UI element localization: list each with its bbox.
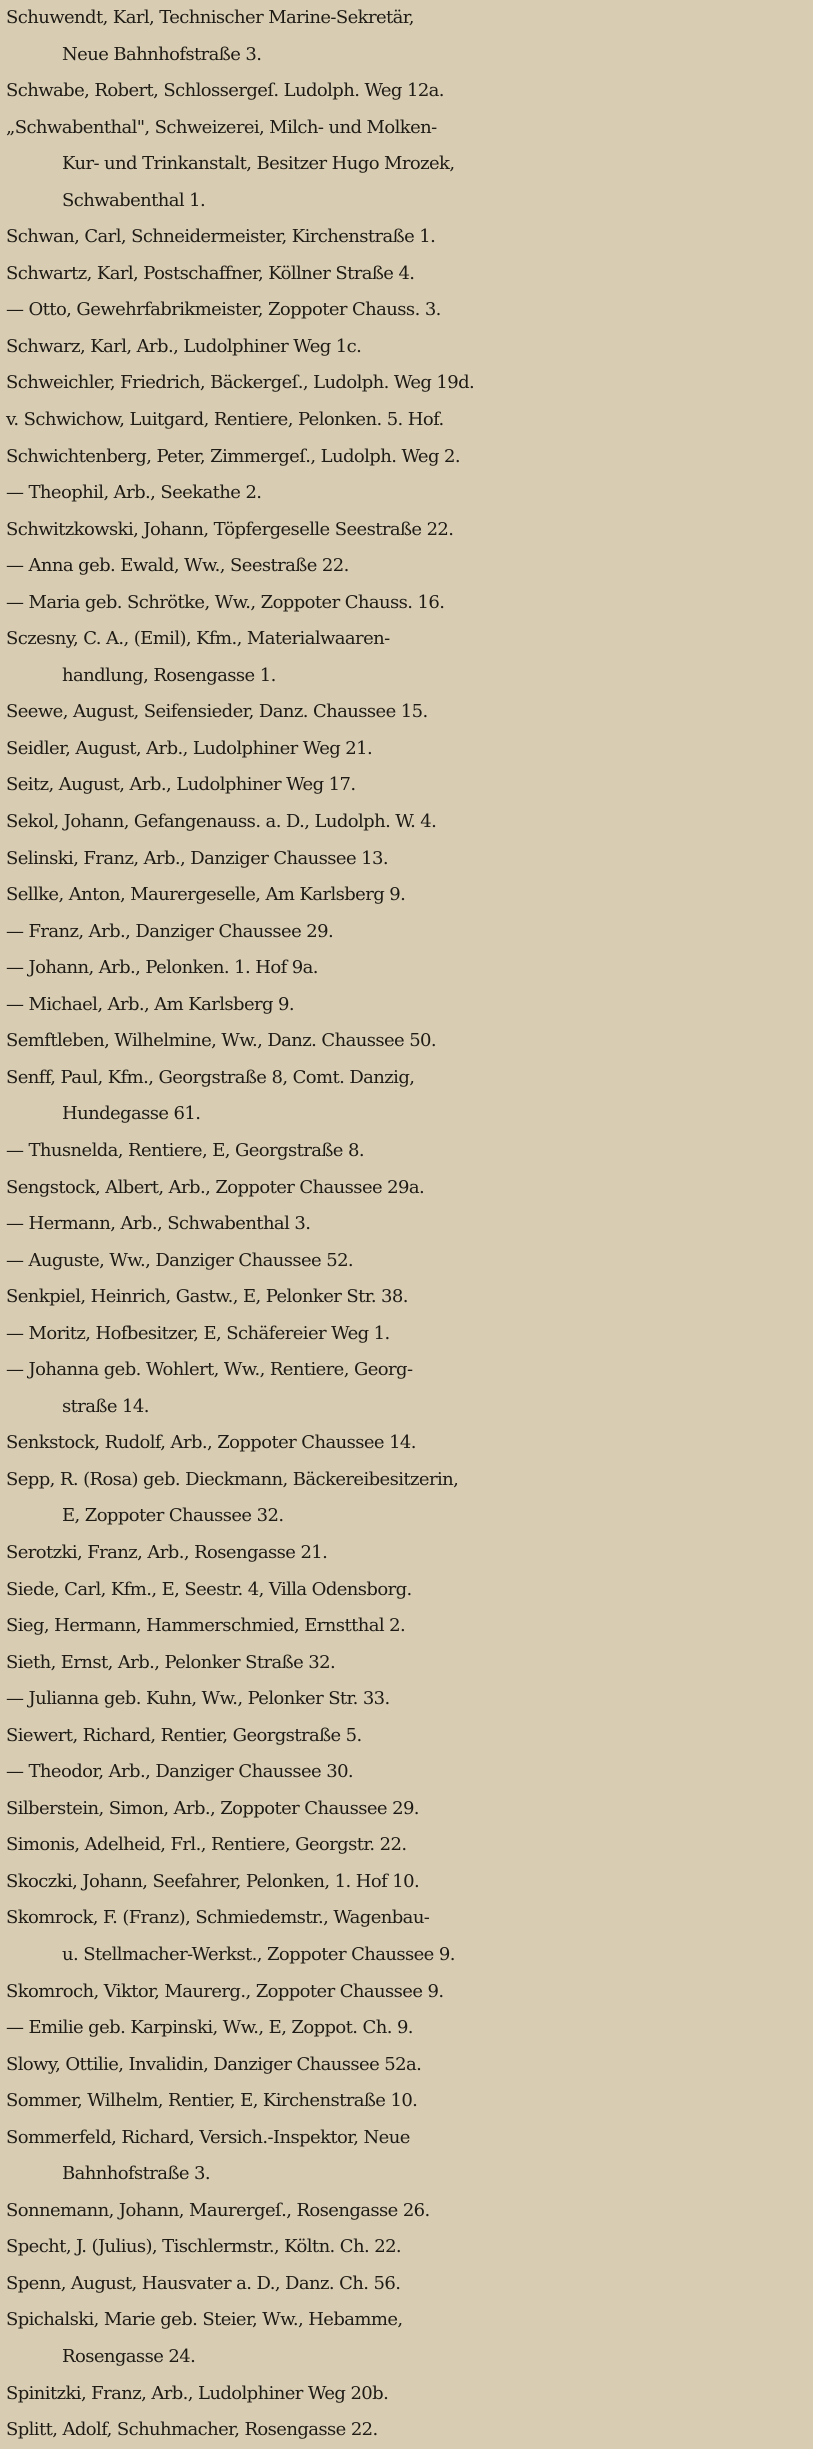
entry-line: Slowy, Ottilie, Invalidin, Danziger Chaussee 52a. <box>6 2053 422 2075</box>
directory-entry <box>6 512 813 549</box>
entry-continuation-line: E, Zoppoter Chaussee 32. <box>62 1505 284 1527</box>
directory-entry <box>6 877 813 914</box>
entry-line: Sczesny, C. A., (Emil), Kfm., Materialwaaren- <box>6 628 390 650</box>
directory-entry <box>6 1681 813 1718</box>
entry-line: Siewert, Richard, Rentier, Georgstraße 5. <box>6 1724 362 1746</box>
directory-entry <box>6 767 813 804</box>
directory-entry <box>6 1974 813 2011</box>
entry-continuation-line: Hundegasse 61. <box>62 1103 201 1125</box>
directory-entry <box>6 2266 813 2303</box>
directory-entry <box>6 219 813 256</box>
entry-continuation-line: straße 14. <box>62 1395 149 1417</box>
entry-line: Simonis, Adelheid, Frl., Rentiere, Georgstr. 22. <box>6 1834 407 1856</box>
directory-entry <box>6 1535 813 1572</box>
entry-line: — Maria geb. Schrötke, Ww., Zoppoter Chauss. 16. <box>6 591 445 613</box>
directory-entry <box>6 2010 813 2047</box>
directory-entry <box>6 1827 813 1864</box>
directory-entry <box>6 841 813 878</box>
entry-line: Splitt, Adolf, Schuhmacher, Rosengasse 22. <box>6 2419 378 2441</box>
entry-line: — Julianna geb. Kuhn, Ww., Pelonker Str. 33. <box>6 1688 390 1710</box>
entry-line: Seewe, August, Seifensieder, Danz. Chaussee 15. <box>6 701 428 723</box>
directory-entry <box>6 2376 813 2413</box>
entry-line: Seitz, August, Arb., Ludolphiner Weg 17. <box>6 774 356 796</box>
entry-line: Skomroch, Viktor, Maurerg., Zoppoter Chaussee 9. <box>6 1980 444 2002</box>
directory-entry <box>6 2120 813 2193</box>
directory-entry <box>6 2083 813 2120</box>
entry-line: Sommerfeld, Richard, Versich.-Inspektor, Neue <box>6 2126 410 2148</box>
entry-line: v. Schwichow, Luitgard, Rentiere, Pelonken. 5. Hof. <box>6 409 444 431</box>
directory-entry <box>6 73 813 110</box>
entry-line: — Johann, Arb., Pelonken. 1. Hof 9a. <box>6 957 318 979</box>
directory-entry <box>6 1754 813 1791</box>
directory-entry <box>6 475 813 512</box>
entry-line: Schwabe, Robert, Schlossergeſ. Ludolph. Weg 12a. <box>6 80 444 102</box>
entry-continuation-line: Rosengasse 24. <box>62 2346 196 2367</box>
directory-entry <box>6 1316 813 1353</box>
entry-line: „Schwabenthal", Schweizerei, Milch- und Molken- <box>6 116 437 138</box>
entry-continuation-line: u. Stellmacher-Werkst., Zoppoter Chaussee 9. <box>62 1943 455 1965</box>
entry-line: Seidler, August, Arb., Ludolphiner Weg 21. <box>6 737 373 759</box>
directory-entry <box>6 914 813 951</box>
directory-entry <box>6 1279 813 1316</box>
directory-entry <box>6 1900 813 1973</box>
entry-line: Spinitzki, Franz, Arb., Ludolphiner Weg 20b. <box>6 2382 389 2404</box>
entry-line: — Emilie geb. Karpinski, Ww., E, Zoppot. Ch. 9. <box>6 2017 413 2039</box>
directory-entry <box>6 1572 813 1609</box>
directory-entry <box>6 548 813 585</box>
directory-entry <box>6 731 813 768</box>
directory-entry <box>6 621 813 694</box>
entry-continuation-line: handlung, Rosengasse 1. <box>62 664 276 686</box>
entry-line: — Otto, Gewehrfabrikmeister, Zoppoter Chauss. 3. <box>6 299 441 321</box>
directory-entry <box>6 1170 813 1207</box>
entry-line: — Anna geb. Ewald, Ww., Seestraße 22. <box>6 555 349 577</box>
directory-entry <box>6 987 813 1024</box>
entry-line: Specht, J. (Julius), Tischlermstr., Költn. Ch. 22. <box>6 2236 402 2258</box>
directory-entry <box>6 1608 813 1645</box>
entry-line: Sieth, Ernst, Arb., Pelonker Straße 32. <box>6 1651 336 1673</box>
directory-entry <box>6 1718 813 1755</box>
entry-line: — Auguste, Ww., Danziger Chaussee 52. <box>6 1249 354 1271</box>
directory-entry <box>6 110 813 220</box>
directory-entry <box>6 1206 813 1243</box>
directory-entry <box>6 2193 813 2230</box>
entry-line: Sekol, Johann, Gefangenauss. a. D., Ludolph. W. 4. <box>6 811 437 833</box>
entry-line: Schwichtenberg, Peter, Zimmergeſ., Ludolph. Weg 2. <box>6 445 460 467</box>
directory-entry <box>6 2302 813 2375</box>
entry-line: Schwartz, Karl, Postschaffner, Köllner Straße 4. <box>6 262 415 284</box>
directory-entry <box>6 0 813 73</box>
entry-line: — Thusnelda, Rentiere, E, Georgstraße 8. <box>6 1139 364 1161</box>
directory-entry <box>6 950 813 987</box>
entry-line: Senff, Paul, Kfm., Georgstraße 8, Comt. Danzig, <box>6 1066 415 1088</box>
entry-line: Schwan, Carl, Schneidermeister, Kirchenstraße 1. <box>6 226 436 248</box>
entry-line: Schweichler, Friedrich, Bäckergeſ., Ludolph. Weg 19d. <box>6 372 475 394</box>
entry-line: — Moritz, Hofbesitzer, E, Schäfereier Weg 1. <box>6 1322 390 1344</box>
entry-line: Sieg, Hermann, Hammerschmied, Ernstthal 2. <box>6 1615 406 1637</box>
entry-line: Schwarz, Karl, Arb., Ludolphiner Weg 1c. <box>6 335 362 357</box>
directory-entry <box>6 804 813 841</box>
entry-line: Serotzki, Franz, Arb., Rosengasse 21. <box>6 1541 328 1563</box>
entry-line: Sengstock, Albert, Arb., Zoppoter Chaussee 29a. <box>6 1176 425 1198</box>
entry-line: Schuwendt, Karl, Technischer Marine-Sekretär, <box>6 7 414 28</box>
directory-entry <box>6 292 813 329</box>
directory-entry <box>6 694 813 731</box>
entry-line: Selinski, Franz, Arb., Danziger Chaussee 13. <box>6 847 388 869</box>
entry-line: — Theodor, Arb., Danziger Chaussee 30. <box>6 1761 354 1783</box>
entry-line: Senkpiel, Heinrich, Gastw., E, Pelonker Str. 38. <box>6 1286 408 1308</box>
entry-line: Spenn, August, Hausvater a. D., Danz. Ch. 56. <box>6 2272 401 2294</box>
entry-line: Sonnemann, Johann, Maurergeſ., Rosengasse 26. <box>6 2199 430 2221</box>
directory-entries <box>6 0 813 2449</box>
directory-entry <box>6 1133 813 1170</box>
directory-entry <box>6 256 813 293</box>
directory-entry <box>6 2047 813 2084</box>
entry-line: Senkstock, Rudolf, Arb., Zoppoter Chaussee 14. <box>6 1432 416 1454</box>
entry-line: — Hermann, Arb., Schwabenthal 3. <box>6 1213 311 1235</box>
entry-line: Silberstein, Simon, Arb., Zoppoter Chaussee 29. <box>6 1797 419 1819</box>
entry-continuation-line: Schwabenthal 1. <box>62 189 206 211</box>
directory-entry <box>6 439 813 476</box>
directory-entry <box>6 1023 813 1060</box>
directory-entry <box>6 329 813 366</box>
entry-continuation-line: Bahnhofstraße 3. <box>62 2163 211 2185</box>
entry-line: Schwitzkowski, Johann, Töpfergeselle Seestraße 22. <box>6 518 454 540</box>
directory-entry <box>6 2412 813 2449</box>
entry-line: Sommer, Wilhelm, Rentier, E, Kirchenstraße 10. <box>6 2090 418 2112</box>
entry-line: — Theophil, Arb., Seekathe 2. <box>6 482 262 504</box>
directory-entry <box>6 402 813 439</box>
directory-entry <box>6 365 813 402</box>
directory-entry <box>6 1425 813 1462</box>
directory-entry <box>6 1864 813 1901</box>
entry-continuation-line: Neue Bahnhofstraße 3. <box>62 43 262 65</box>
entry-continuation-line: Kur- und Trinkanstalt, Besitzer Hugo Mrozek, <box>62 153 455 175</box>
entry-line: — Johanna geb. Wohlert, Ww., Rentiere, Georg- <box>6 1359 413 1381</box>
directory-entry <box>6 585 813 622</box>
directory-entry <box>6 1462 813 1535</box>
entry-line: Siede, Carl, Kfm., E, Seestr. 4, Villa Odensborg. <box>6 1578 412 1600</box>
directory-entry <box>6 1060 813 1133</box>
entry-line: Spichalski, Marie geb. Steier, Ww., Hebamme, <box>6 2309 403 2331</box>
entry-line: Sepp, R. (Rosa) geb. Dieckmann, Bäckereibesitzerin, <box>6 1468 459 1490</box>
directory-entry <box>6 1243 813 1280</box>
directory-entry <box>6 1352 813 1425</box>
entry-line: Skomrock, F. (Franz), Schmiedemstr., Wagenbau- <box>6 1907 430 1929</box>
entry-line: — Franz, Arb., Danziger Chaussee 29. <box>6 920 334 942</box>
entry-line: Skoczki, Johann, Seefahrer, Pelonken, 1. Hof 10. <box>6 1870 420 1892</box>
entry-line: Semftleben, Wilhelmine, Ww., Danz. Chaussee 50. <box>6 1030 437 1052</box>
entry-line: Sellke, Anton, Maurergeselle, Am Karlsberg 9. <box>6 884 406 906</box>
directory-entry <box>6 2229 813 2266</box>
directory-entry <box>6 1645 813 1682</box>
directory-entry <box>6 1791 813 1828</box>
entry-line: — Michael, Arb., Am Karlsberg 9. <box>6 993 295 1015</box>
